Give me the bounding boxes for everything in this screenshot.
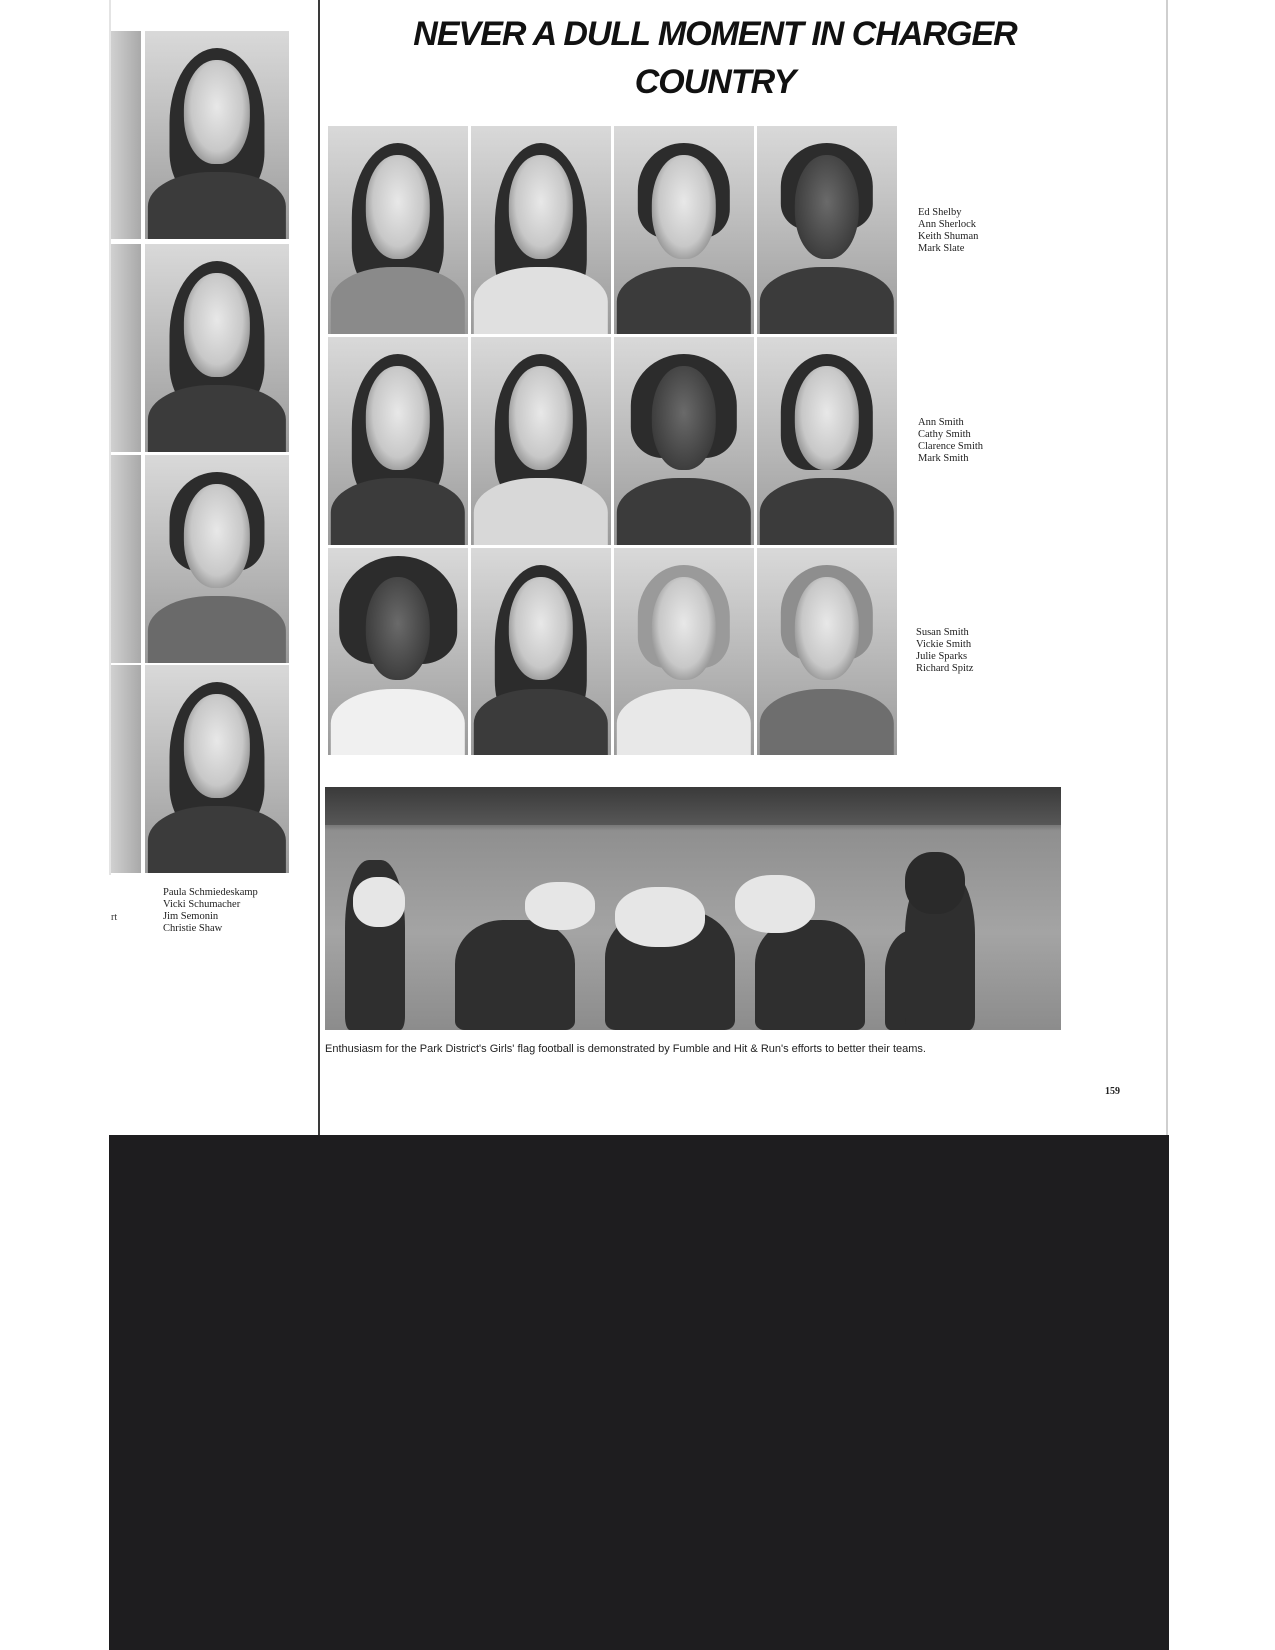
student-name: Vicki Schumacher [163, 899, 241, 910]
student-name: Christie Shaw [163, 923, 223, 934]
portrait [145, 455, 289, 663]
photo-caption: Enthusiasm for the Park District's Girls' flag football is demonstrated by Fumble and Hit & Run's efforts to better their teams. [325, 1043, 926, 1055]
portrait [328, 337, 468, 545]
portrait [471, 126, 611, 334]
student-name: Clarence Smith [918, 441, 984, 452]
student-name: Ann Sherlock [918, 219, 977, 230]
portrait [757, 548, 897, 755]
portrait [328, 126, 468, 334]
portrait [328, 548, 468, 755]
name-block-row-2 [918, 417, 983, 465]
portrait [471, 337, 611, 545]
flag-football-photo [325, 787, 1061, 1030]
student-name: Ed Shelby [918, 207, 962, 218]
name-block-row-3 [916, 627, 973, 675]
page-number: 159 [1105, 1086, 1120, 1097]
student-name: Richard Spitz [916, 663, 974, 674]
partial-portrait [111, 244, 141, 452]
portrait [757, 126, 897, 334]
student-name: Mark Smith [918, 453, 969, 464]
page-title: NEVER A DULL MOMENT IN CHARGER COUNTRY [413, 15, 1017, 101]
student-name: Ann Smith [918, 417, 964, 428]
student-name: Keith Shuman [918, 231, 979, 242]
name-block-left [163, 887, 258, 935]
student-name: Paula Schmiedeskamp [163, 887, 258, 898]
student-name: Cathy Smith [918, 429, 971, 440]
portrait [614, 126, 754, 334]
portrait [614, 548, 754, 755]
partial-portrait [111, 31, 141, 239]
portrait [145, 665, 289, 873]
partial-portrait [111, 665, 141, 873]
student-name: Vickie Smith [916, 639, 972, 650]
student-name: Julie Sparks [916, 651, 968, 662]
portrait [614, 337, 754, 545]
portrait [471, 548, 611, 755]
student-name: Mark Slate [918, 243, 965, 254]
cut-off-text: rt [111, 912, 118, 923]
scanner-background [109, 1135, 1169, 1650]
page-gutter [318, 0, 320, 1135]
partial-portrait [111, 455, 141, 663]
portrait [757, 337, 897, 545]
student-name: Susan Smith [916, 627, 969, 638]
portrait [145, 31, 289, 239]
name-block-row-1 [918, 207, 978, 255]
right-page-edge [1166, 0, 1168, 1135]
student-name: Jim Semonin [163, 911, 219, 922]
portrait [145, 244, 289, 452]
